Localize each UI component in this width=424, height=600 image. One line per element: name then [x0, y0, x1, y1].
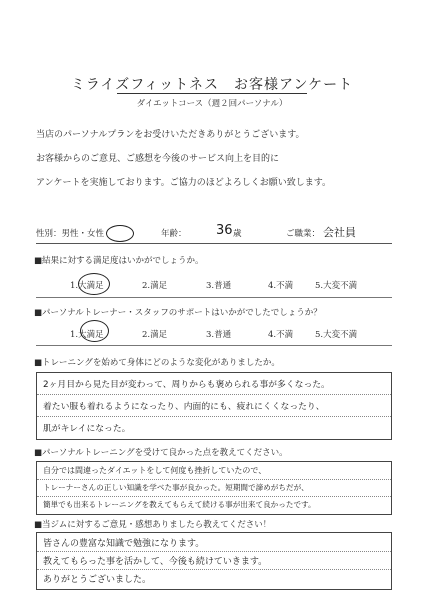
survey-title: ミライズフィットネス お客様アンケート: [70, 77, 354, 93]
title-underline: [117, 93, 307, 94]
q2-option-1[interactable]: 1.大満足: [70, 330, 104, 340]
gender-label: 性別：男性・女性: [36, 229, 105, 239]
age-label: 年齢：: [161, 229, 187, 239]
q1-option-4[interactable]: 4.不満: [268, 281, 294, 291]
q4-answer-box[interactable]: [36, 461, 392, 515]
q5-rule-1: [37, 551, 391, 552]
intro-line-3: アンケートを実施しております。ご協力のほどよろしくお願い致します。: [36, 178, 332, 188]
q3-answer-line-1: 2ヶ月目から見た目が変わって、周りからも褒められる事が多くなった。: [43, 380, 330, 390]
q1-selected-circle: [78, 273, 110, 295]
q1-options: [70, 279, 400, 293]
q2-option-3[interactable]: 3.普通: [206, 330, 232, 340]
q2-option-5[interactable]: 5.大変不満: [315, 330, 358, 340]
q2-options: [70, 328, 400, 342]
q3-answer-line-3: 肌がキレイになった。: [43, 424, 131, 434]
q3-question: ■トレーニングを始めて身体にどのような変化がありましたか。: [34, 358, 280, 368]
q1-option-2[interactable]: 2.満足: [142, 281, 168, 291]
q4-answer-line-1: 自分では間違ったダイエットをして何度も挫折していたので、: [43, 466, 267, 475]
intro-line-2: お客様からのご意見、ご感想を今後のサービス向上を目的に: [36, 154, 280, 164]
q5-rule-2: [37, 569, 391, 570]
q1-underline: [36, 297, 392, 298]
q5-answer-line-1: 皆さんの豊富な知識で勉強になります。: [43, 539, 205, 549]
q4-rule-1: [37, 479, 391, 480]
q3-rule-1: [37, 394, 391, 395]
q5-answer-line-2: 教えてもらった事を活かして、今後も続けていきます。: [43, 557, 268, 567]
q2-option-2[interactable]: 2.満足: [142, 330, 168, 340]
q1-option-5[interactable]: 5.大変不満: [315, 281, 358, 291]
profile-row: [36, 224, 396, 244]
q3-answer-line-2: 着たい服も着れるようになったり、内面的にも、疲れにくくなったり、: [43, 402, 325, 412]
q2-question: ■パーソナルトレーナー・スタッフのサポートはいかがでしたでしょうか？: [34, 308, 322, 318]
q4-answer-line-3: 簡単でも出来るトレーニングを教えてもらえて続ける事が出来て良かったです。: [43, 500, 316, 509]
gender-selected-circle: [106, 225, 134, 242]
q5-answer-line-3: ありがとうございました。: [43, 575, 152, 585]
intro-text: [36, 123, 396, 195]
intro-line-1: 当店のパーソナルプランをお受けいただきありがとうございます。: [36, 130, 305, 140]
q4-answer-line-2: トレーナーさんの正しい知識を学べた事が良かった。短期間で諦めがちだが、: [43, 483, 309, 492]
job-value: 会社員: [323, 226, 356, 239]
job-label: ご職業：: [286, 229, 321, 239]
q1-question: ■結果に対する満足度はいかがでしょうか。: [34, 256, 204, 266]
q5-question: ■当ジムに対するご意見・感想ありましたら教えてください！: [34, 520, 272, 530]
q3-rule-2: [37, 416, 391, 417]
q2-underline: [36, 345, 392, 346]
age-value: 36: [216, 223, 233, 238]
q3-answer-box[interactable]: [36, 372, 392, 440]
profile-underline: [36, 243, 392, 244]
age-unit: 歳: [233, 229, 242, 239]
q2-option-4[interactable]: 4.不満: [268, 330, 294, 340]
q1-option-1[interactable]: 1.大満足: [70, 281, 104, 291]
course-subtitle: ダイエットコース（週２回パーソナル）: [136, 99, 288, 109]
q4-question: ■パーソナルトレーニングを受けて良かった点を教えてください。: [34, 448, 288, 458]
q4-rule-2: [37, 496, 391, 497]
q1-option-3[interactable]: 3.普通: [206, 281, 232, 291]
q2-selected-circle: [80, 320, 109, 342]
q5-answer-box[interactable]: [36, 532, 392, 590]
